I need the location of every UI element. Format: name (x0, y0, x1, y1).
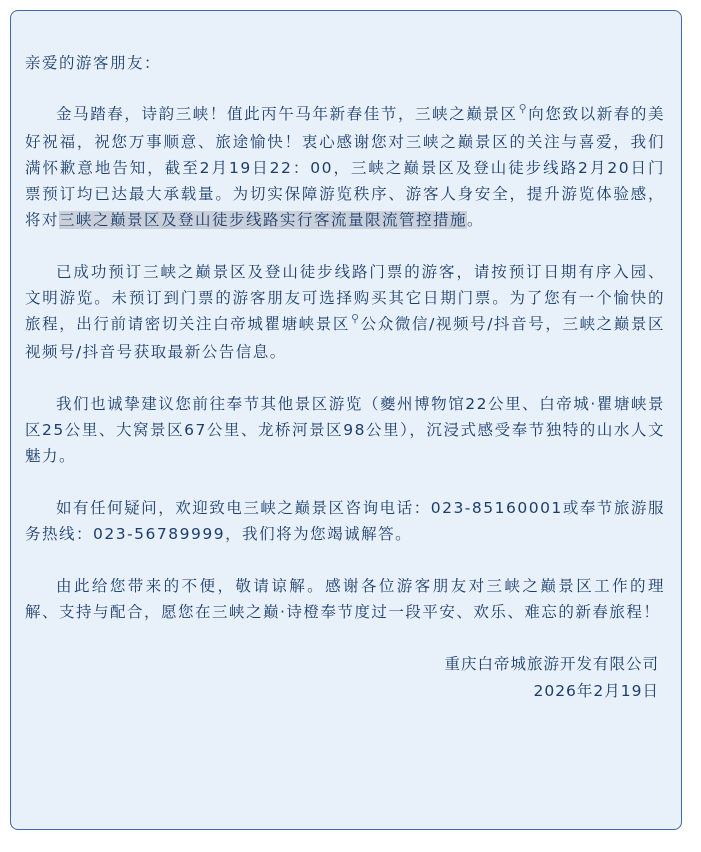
scenic-area-link[interactable] (415, 102, 529, 123)
paragraph-2-text-a: 已成功预订三峡之巅景区及登山徒步线路门票的游客，请按预订日期有序入园、文明游览。未预订到门票的游客朋友可选择购买其它日期门票。为了您有一个愉快的旅程，出行前请密切关注 (25, 263, 665, 333)
signature-date: 2026年2月19日 (533, 682, 659, 700)
paragraph-1-text-a: 金马踏春，诗韵三峡！值此丙午马年新春佳节， (56, 105, 416, 123)
notice-card (10, 10, 682, 830)
scenic-area-link-label: 三峡之巅景区 (415, 105, 518, 123)
search-icon: ⚲ (351, 312, 361, 325)
greeting: 亲爱的游客朋友： (25, 54, 162, 72)
paragraph-3: 我们也诚挚建议您前往奉节其他景区游览（夔州博物馆22公里、白帝城·瞿塘峡景区25公里、大窝景区67公里、龙桥河景区98公里），沉浸式感受奉节独特的山水人文魅力。 (25, 395, 665, 465)
paragraph-1 (25, 101, 665, 233)
paragraph-5: 由此给您带来的不便，敬请谅解。感谢各位游客朋友对三峡之巅景区工作的理解、支持与配合，愿您在三峡之巅·诗橙奉节度过一段平安、欢乐、难忘的新春旅程！ (25, 577, 665, 621)
paragraph-2 (25, 259, 665, 365)
highlighted-text: 三峡之巅景区及登山徒步线路实行客流量限流管控措施 (59, 211, 468, 229)
baidicheng-link[interactable] (213, 312, 361, 333)
baidicheng-link-label: 白帝城瞿塘峡景区 (213, 315, 350, 333)
paragraph-1-text-c: 。 (467, 211, 485, 229)
paragraph-2-text-b: 公众微信/视频号/抖音号，三峡之巅景区视频号/抖音号获取最新公告信息。 (25, 315, 665, 361)
paragraph-4: 如有任何疑问，欢迎致电三峡之巅景区咨询电话：023-85160001或奉节旅游服务热线：023-56789999，我们将为您竭诚解答。 (25, 499, 665, 543)
signature (25, 651, 665, 705)
paragraph-1-text-b: 向您致以新春的美好祝福，祝您万事顺意、旅途愉快！衷心感谢您对三峡之巅景区的关注与喜爱，我们满怀歉意地告知，截至2月19日22：00，三峡之巅景区及登山徒步线路2月20日门票预订均已达最大承载量。为切实保障游览秩序、游客人身安全，提升游览体验感，将对 (25, 105, 665, 229)
search-icon: ⚲ (518, 102, 529, 115)
signature-org: 重庆白帝城旅游开发有限公司 (444, 655, 659, 673)
